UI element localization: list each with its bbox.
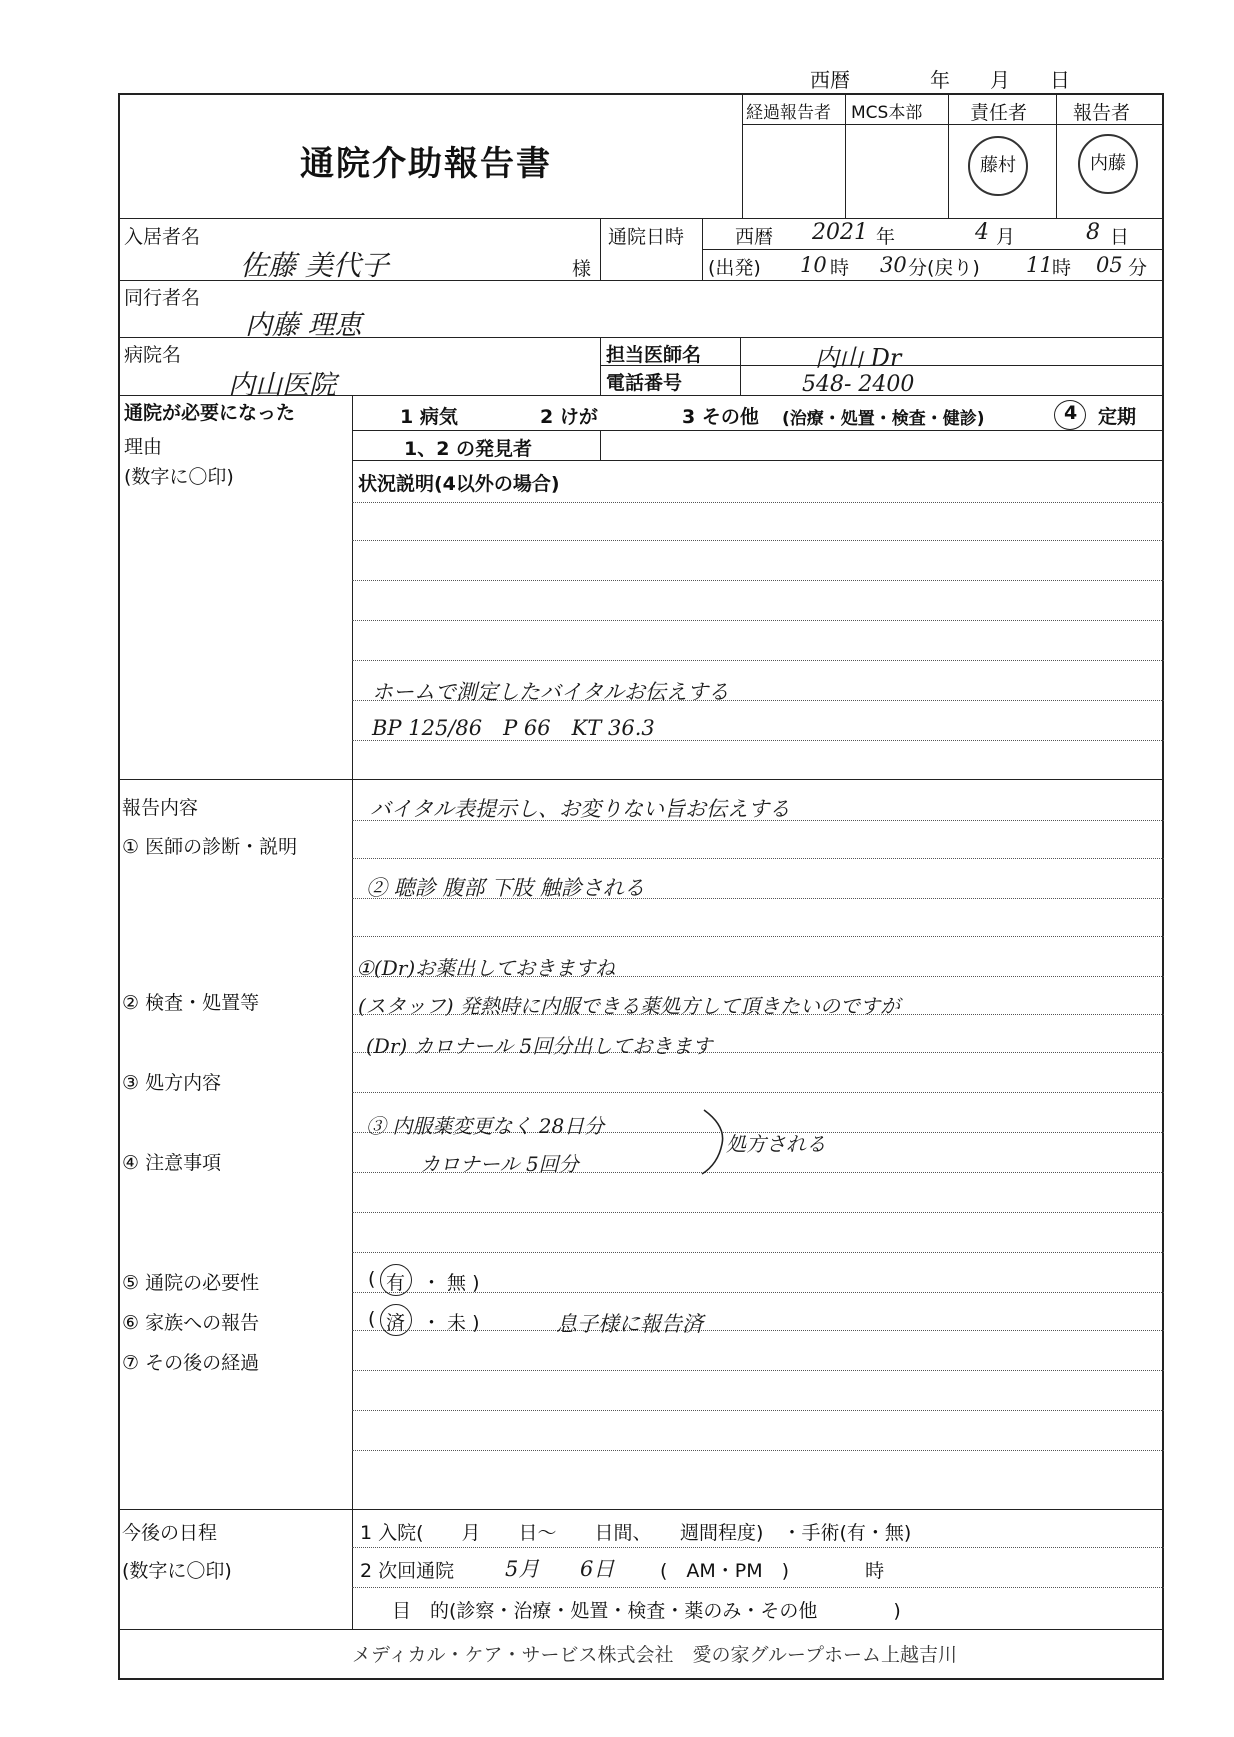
report-sec-necessity: ⑤ 通院の必要性 [122, 1272, 260, 1294]
report-line-4: (スタッフ) 発熱時に内服できる薬処方して頂きたいのですが [358, 994, 900, 1018]
visit-return-hour-unit: 時 [1052, 257, 1072, 279]
family-done: 済 [386, 1312, 406, 1334]
visit-return-hour: 11 [1026, 253, 1053, 277]
schedule-next-day: 6日 [580, 1557, 615, 1581]
necessity-open: ( [368, 1268, 376, 1290]
phone-number: 548- 2400 [802, 372, 915, 397]
visit-depart-hour-unit: 時 [830, 257, 850, 279]
report-sec-notes: ④ 注意事項 [122, 1152, 222, 1174]
reason-opt-injury: 2 けが [540, 406, 598, 428]
visit-label: 通院日時 [608, 226, 685, 248]
family-rest: ・ 未 ) [422, 1312, 480, 1334]
report-line-7b: 処方される [726, 1132, 826, 1156]
report-line-2: ② 聴診 腹部 下肢 触診される [366, 876, 645, 900]
resident-name: 佐藤 美代子 [240, 249, 389, 282]
necessity-rest: ・ 無 ) [422, 1272, 480, 1294]
reason-opt4-number: 4 [1064, 402, 1078, 424]
report-sec-progress: ⑦ その後の経過 [122, 1352, 260, 1374]
hospital-name: 内山医院 [228, 370, 336, 401]
report-sec-prescription: ③ 処方内容 [122, 1072, 222, 1094]
stamp-header-mcs: MCS本部 [851, 103, 923, 123]
date-label: 西暦 年 月 日 [810, 68, 1070, 92]
companion-name: 内藤 理恵 [245, 310, 362, 341]
page-title: 通院介助報告書 [300, 144, 552, 184]
footer-company: メディカル・ケア・サービス株式会社 愛の家グループホーム上越吉川 [352, 1644, 957, 1666]
seal-reporter [1078, 134, 1138, 194]
visit-depart-min: 30 [880, 253, 907, 277]
stamp-header-responsible: 責任者 [970, 102, 1028, 124]
seal-responsible [968, 136, 1028, 196]
reason-opt-other-detail: (治療・処置・検査・健診) [782, 409, 985, 429]
reason-opt-illness: 1 病気 [400, 406, 458, 428]
report-line-1: バイタル表提示し、お変りない旨お伝えする [370, 797, 790, 821]
report-line-6: ③ 内服薬変更なく 28日分 [366, 1114, 605, 1138]
visit-year: 2021 [812, 220, 868, 245]
report-heading: 報告内容 [122, 797, 199, 819]
visit-min-return-label: 分(戻り) [908, 257, 980, 279]
visit-return-min: 05 [1096, 253, 1123, 277]
visit-month: 4 [975, 220, 989, 245]
reason-label-3: (数字に〇印) [124, 466, 234, 488]
resident-label: 入居者名 [124, 226, 201, 248]
schedule-line-2-prefix: 2 次回通院 [360, 1560, 455, 1582]
visit-day-unit: 日 [1110, 226, 1130, 248]
schedule-line-1: 1 入院( 月 日～ 日間、 週間程度) ・手術(有・無) [360, 1522, 912, 1544]
report-sec-family: ⑥ 家族への報告 [122, 1312, 260, 1334]
schedule-line-2-suffix: ( AM・PM ) 時 [660, 1560, 885, 1582]
schedule-label-2: (数字に〇印) [122, 1560, 232, 1582]
reason-label-1: 通院が必要になった [124, 402, 296, 424]
resident-honorific: 様 [572, 258, 592, 280]
report-line-5: (Dr) カロナール 5回分出しておきます [366, 1034, 713, 1058]
stamp-header-progress: 経過報告者 [746, 103, 831, 123]
phone-label: 電話番号 [606, 372, 683, 394]
family-note: 息子様に報告済 [556, 1312, 703, 1336]
visit-depart-label: (出発) [708, 257, 761, 279]
schedule-next-month: 5月 [505, 1557, 540, 1581]
situation-vitals: BP 125/86 P 66 KT 36.3 [372, 716, 655, 740]
situation-label: 状況説明(4以外の場合) [358, 473, 560, 495]
reason-opt-regular: 定期 [1098, 406, 1137, 428]
schedule-label: 今後の日程 [122, 1522, 218, 1544]
report-line-3: ①(Dr)お薬出しておきますね [356, 956, 616, 980]
family-open: ( [368, 1308, 376, 1330]
reason-label-2: 理由 [124, 436, 163, 458]
necessity-yes: 有 [386, 1272, 406, 1294]
report-sec-tests: ② 検査・処置等 [122, 992, 260, 1014]
visit-era: 西暦 [735, 226, 774, 248]
schedule-line-3: 目 的(診察・治療・処置・検査・薬のみ・その他 ) [392, 1600, 901, 1622]
reason-opt-other: 3 その他 [682, 406, 759, 428]
visit-day: 8 [1086, 220, 1100, 245]
visit-month-unit: 月 [996, 226, 1016, 248]
visit-depart-hour: 10 [800, 253, 827, 277]
report-line-7: カロナール 5回分 [420, 1152, 579, 1176]
seal-reporter-text: 内藤 [1090, 153, 1126, 174]
visit-return-min-unit: 分 [1128, 257, 1148, 279]
hospital-label: 病院名 [124, 344, 182, 366]
finder-label: 1、2 の発見者 [404, 438, 533, 460]
stamp-header-reporter: 報告者 [1073, 102, 1131, 124]
report-sec-diagnosis: ① 医師の診断・説明 [122, 836, 298, 858]
seal-responsible-text: 藤村 [980, 155, 1016, 176]
companion-label: 同行者名 [124, 287, 201, 309]
situation-note: ホームで測定したバイタルお伝えする [372, 680, 729, 704]
doctor-name: 内山 Dr [815, 344, 902, 372]
doctor-label: 担当医師名 [606, 344, 702, 366]
visit-year-unit: 年 [876, 226, 896, 248]
